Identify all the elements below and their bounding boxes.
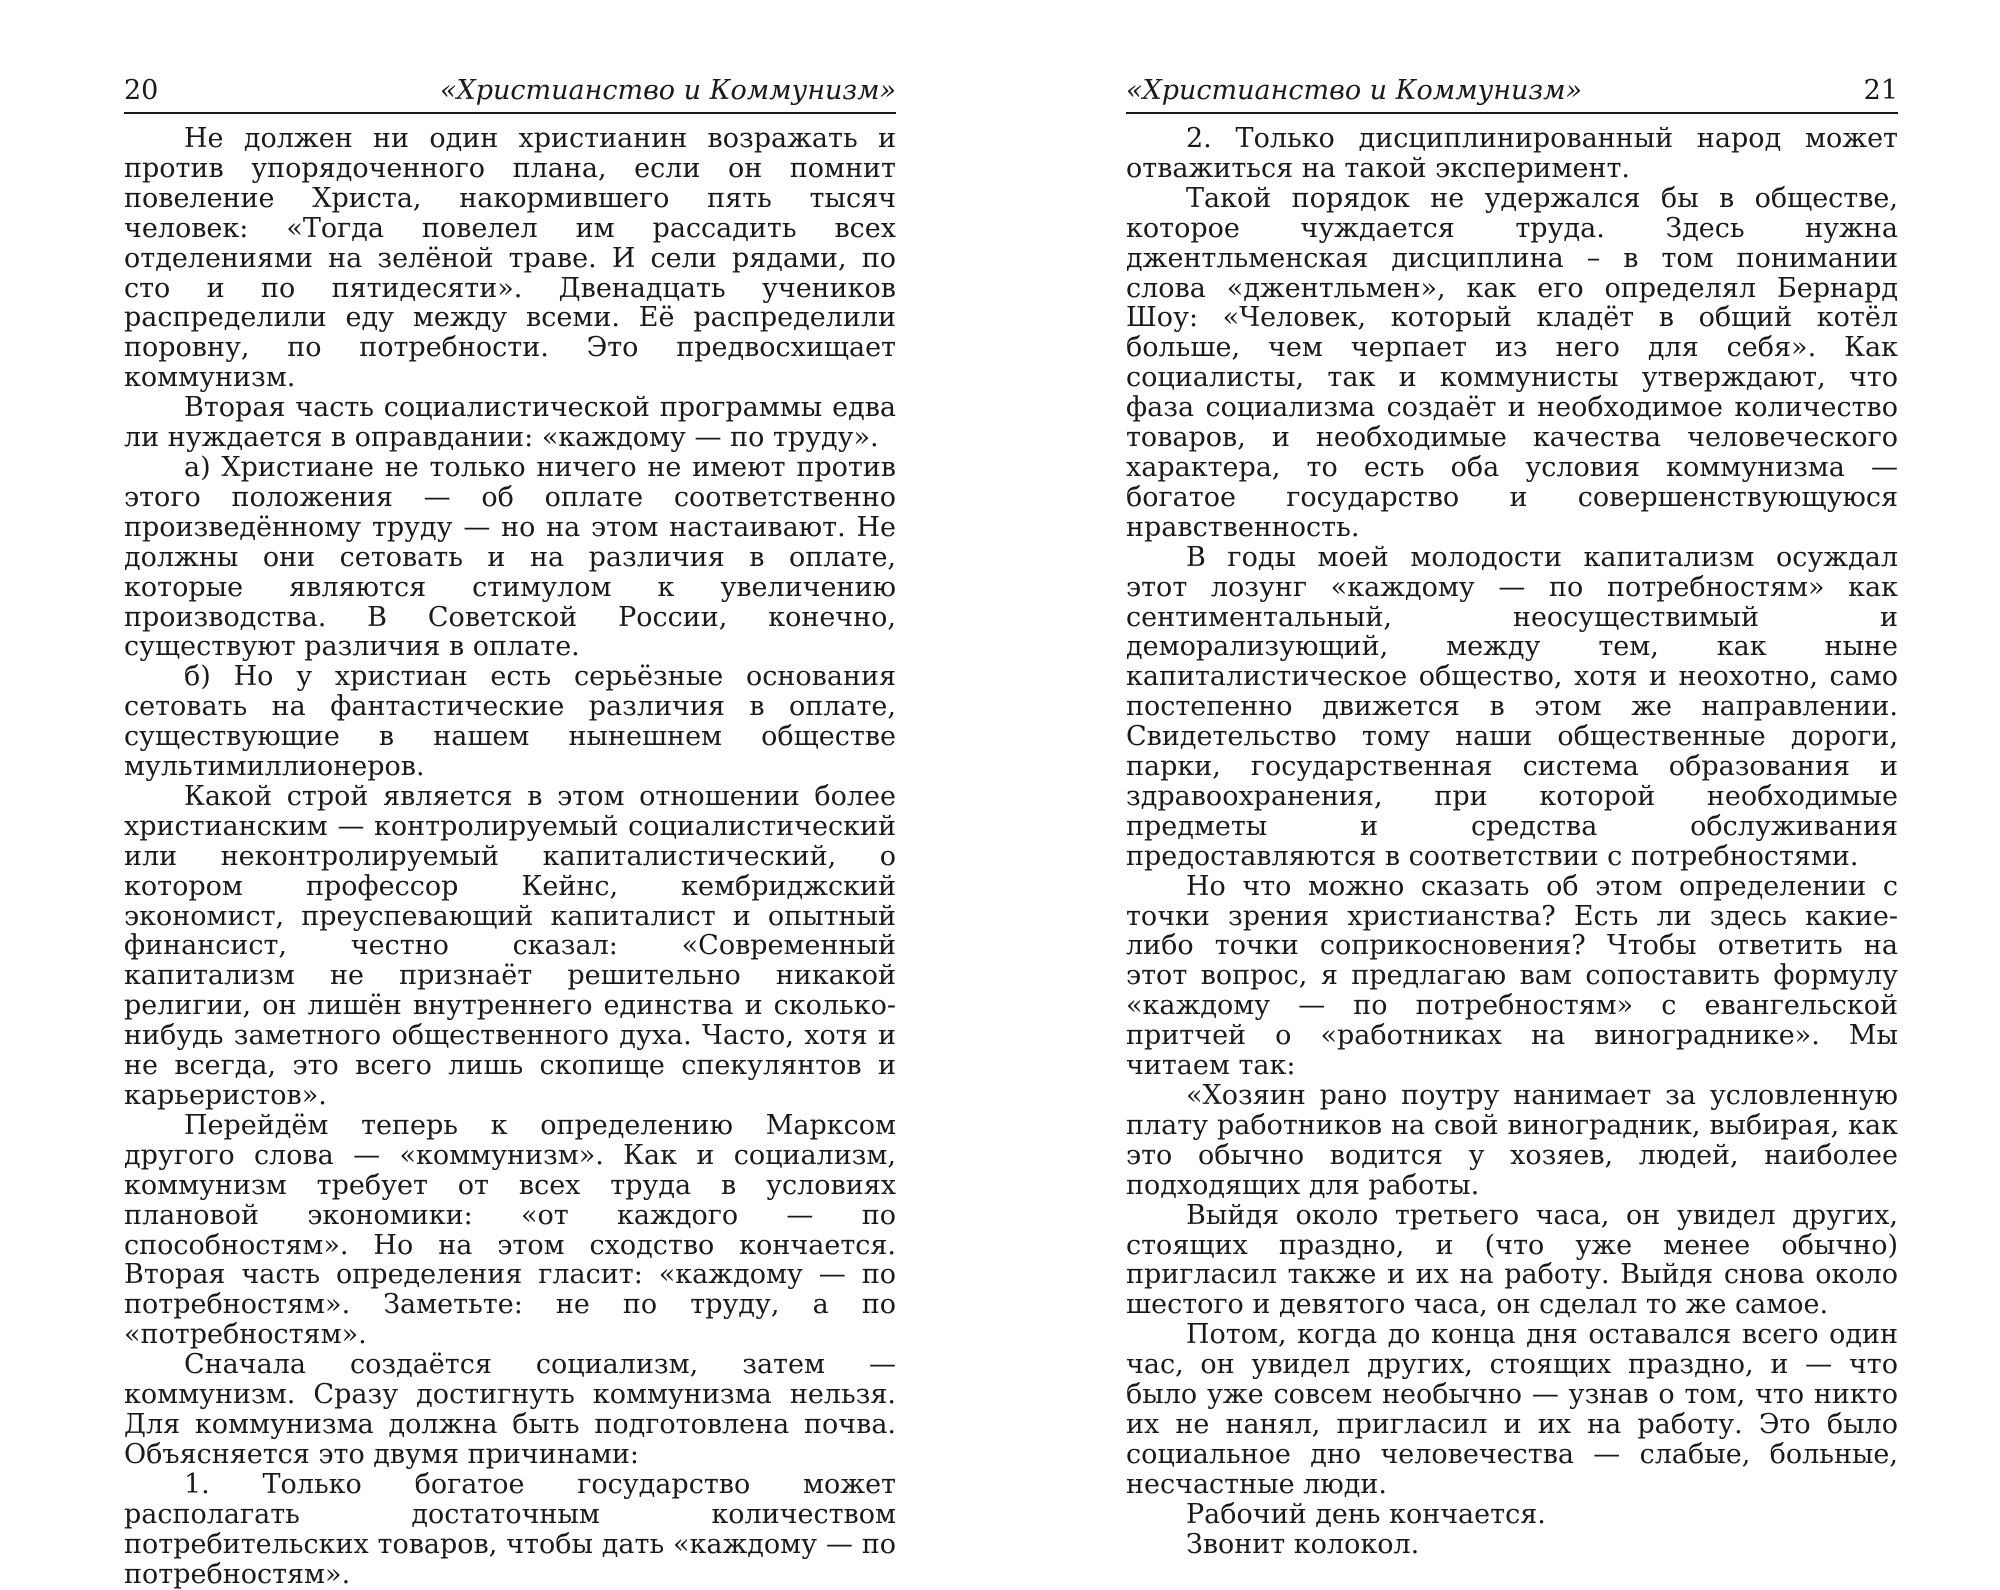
paragraph: Выйдя около третьего часа, он увидел других, стоящих праздно, и (что уже менее обычно) пригласил также и их на работу. Выйдя снова около шестого и девятого часа, он сделал то же самое. bbox=[1126, 1199, 1898, 1321]
paragraph: Вторая часть социалистической программы едва ли нуждается в оправдании: «каждому — по труду». bbox=[124, 392, 896, 454]
paragraph: 1. Только богатое государство может располагать достаточным количеством потребительских товаров, чтобы дать «каждому — по потребностям». bbox=[124, 1468, 896, 1590]
paragraph: 2. Только дисциплинированный народ может отважиться на такой эксперимент. bbox=[1126, 123, 1898, 184]
paragraph: а) Христиане не только ничего не имеют против этого положения — об оплате соответственно произведённому труду — но на этом настаивают. Не должны они сетовать и на различия в оплате, которые являются стимулом к увеличению производства. В Советской России, конечно, существуют различия в оплате. bbox=[124, 451, 896, 663]
paragraph: Рабочий день кончается. bbox=[1186, 1498, 1546, 1530]
running-head bbox=[124, 70, 896, 114]
running-title: «Христианство и Коммунизм» bbox=[1126, 75, 1583, 106]
paragraph: Звонит колокол. bbox=[1186, 1528, 1420, 1560]
body-text bbox=[1126, 124, 1898, 1560]
paragraph: Потом, когда до конца дня оставался всего один час, он увидел других, стоящих праздно, и — что было уже совсем необычно — узнав о том, что никто их не нанял, пригласил и их на работу. Это было социальное дно человечества — слабые, больные, несчастные люди. bbox=[1126, 1319, 1898, 1500]
paragraph: В годы моей молодости капитализм осуждал этот лозунг «каждому — по потребностям» как сентиментальный, неосуществимый и деморализующий, между тем, как ныне капиталистическое общество, хотя и неохотно, само постепенно движется в этом же направлении. Свидетельство тому наши общественные дороги, парки, государственная система образования и здравоохранения, при которой необходимые предметы и средства обслуживания предоставляются в соответствии с потребностями. bbox=[1126, 541, 1898, 872]
running-head bbox=[1126, 70, 1898, 114]
paragraph: Сначала создаётся социализм, затем — коммунизм. Сразу достигнуть коммунизма нельзя. Для коммунизма должна быть подготовлена почва. Объясняется это двумя причинами: bbox=[124, 1349, 896, 1470]
paragraph: Не должен ни один христианин возражать и против упорядоченного плана, если он помнит повеление Христа, накормившего пять тысяч человек: «Тогда повелел им рассадить всех отделениями на зелёной траве. И сели рядами, по сто и по пятидесяти». Двенадцать учеников распределили еду между всеми. Её распределили поровну, по потребности. Это предвосхищает коммунизм. bbox=[124, 123, 896, 394]
paragraph: Перейдём теперь к определению Марксом другого слова — «коммунизм». Как и социализм, коммунизм требует от всех труда в условиях плановой экономики: «от каждого — по способностям». Но на этом сходство кончается. Вторая часть определения гласит: «каждому — по потребностям». Заметьте: не по труду, а по «потребностям». bbox=[124, 1109, 896, 1351]
running-title: «Христианство и Коммунизм» bbox=[439, 75, 896, 106]
paragraph: «Хозяин рано поутру нанимает за условленную плату работников на свой виноградник, выбирая, как это обычно водится у хозяев, людей, наиболее подходящих для работы. bbox=[1126, 1080, 1898, 1201]
paragraph: б) Но у христиан есть серьёзные основания сетовать на фантастические различия в оплате, существующие в нашем нынешнем обществе мультимиллионеров. bbox=[124, 661, 896, 783]
paragraph: Какой строй является в этом отношении более христианским — контролируемый социалистический или неконтролируемый капиталистический, о котором профессор Кейнс, кембриджский экономист, преуспевающий капиталист и опытный финансист, честно сказал: «Современный капитализм не признаёт решительно никакой религии, он лишён внутреннего единства и сколько-нибудь заметного общественного духа. Часто, хотя и не всегда, это всего лишь скопище спекулянтов и карьеристов». bbox=[124, 780, 896, 1111]
page-number: 20 bbox=[124, 75, 159, 106]
paragraph: Такой порядок не удержался бы в обществе, которое чуждается труда. Здесь нужна джентльменская дисциплина – в том понимании слова «джентльмен», как его определял Бернард Шоу: «Человек, который кладёт в общий котёл больше, чем черпает из него для себя». Как социалисты, так и коммунисты утверждают, что фаза социализма создаёт и необходимое количество товаров, и необходимые качества человеческого характера, то есть оба условия коммунизма — богатое государство и совершенствующуюся нравственность. bbox=[1126, 182, 1898, 543]
paragraph: Но что можно сказать об этом определении с точки зрения христианства? Есть ли здесь какие-либо точки соприкосновения? Чтобы ответить на этот вопрос, я предлагаю вам сопоставить формулу «каждому — по потребностям» с евангельской притчей о «работниках на винограднике». Мы читаем так: bbox=[1126, 870, 1898, 1082]
page-number: 21 bbox=[1863, 75, 1898, 106]
body-text bbox=[124, 124, 896, 1589]
